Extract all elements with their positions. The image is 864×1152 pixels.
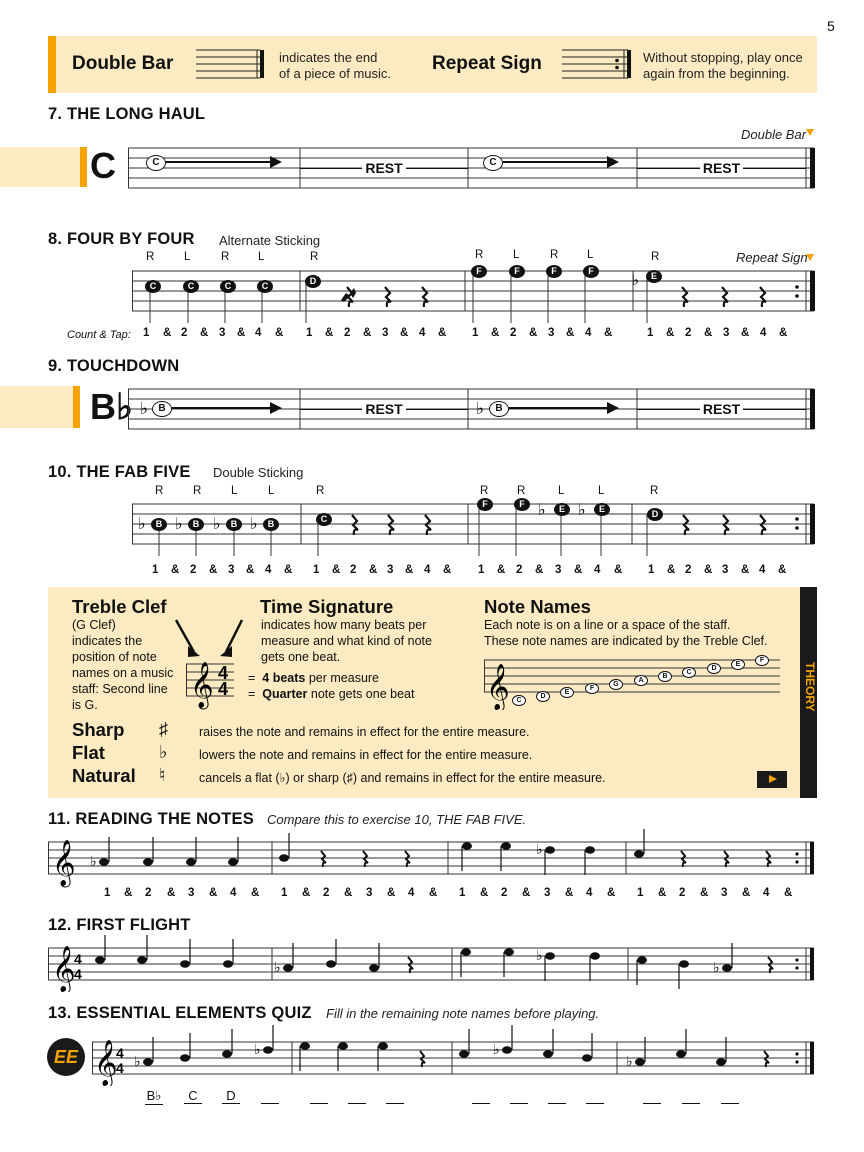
note-f: F	[514, 498, 530, 511]
svg-text:4: 4	[218, 679, 229, 699]
note-b-flat-label: B♭	[90, 386, 133, 427]
blank[interactable]	[510, 1103, 528, 1104]
double-bar-description: indicates the end of a piece of music.	[279, 50, 391, 81]
note-c: C	[145, 280, 161, 293]
sticking-l: L	[258, 251, 265, 263]
note-f: F	[477, 498, 493, 511]
svg-text:♭: ♭	[493, 1041, 500, 1057]
note-c: C	[512, 695, 526, 706]
repeat-sign-symbol	[562, 48, 634, 82]
svg-text:♭: ♭	[90, 853, 97, 869]
note-f: F	[471, 265, 487, 278]
rest-label-1: REST	[300, 160, 468, 176]
svg-text:4: 4	[74, 966, 82, 982]
blank[interactable]	[348, 1103, 366, 1104]
exercise-7-title: 7. THE LONG HAUL	[48, 105, 206, 123]
double-bar-term: Double Bar	[72, 53, 174, 74]
blank[interactable]	[721, 1103, 739, 1104]
sustain-arrow-1	[166, 161, 272, 163]
svg-text:♭: ♭	[134, 1053, 141, 1069]
count-row-11: 1 & 2 & 3 & 4 & 1 & 2 & 3 & 4 & 1 & 2 & 3 & 4 & 1 & 2 & 3 & 4 &	[104, 887, 793, 899]
natural-term: Natural	[72, 765, 136, 786]
note-f: F	[755, 655, 769, 666]
sticking-l: L	[587, 249, 594, 261]
sharp-description: raises the note and remains in effect for the entire measure.	[199, 725, 530, 739]
svg-text:4: 4	[74, 951, 82, 967]
natural-icon: ♮	[159, 765, 166, 785]
note-a: A	[634, 675, 648, 686]
svg-text:♭: ♭	[140, 399, 149, 418]
note-g: G	[609, 679, 623, 690]
treble-clef-time-signature-figure	[172, 616, 248, 714]
staff-exercise-11	[48, 826, 818, 888]
sticking-r: R	[480, 485, 489, 497]
note-e: E	[731, 659, 745, 670]
sticking-l: L	[513, 249, 520, 261]
note-c-clef-label: C	[90, 145, 116, 186]
note-e: E	[560, 687, 574, 698]
arrow-right-icon	[607, 156, 619, 168]
whole-note-b-flat-1: B	[152, 401, 172, 417]
note-e: E	[646, 270, 662, 283]
sticking-r: R	[155, 485, 164, 497]
rest-label-4: REST	[637, 401, 806, 417]
repeat-sign-description: Without stopping, play once again from the beginning.	[643, 50, 803, 81]
note-f: F	[583, 265, 599, 278]
essential-elements-logo: EE	[47, 1038, 85, 1076]
blank[interactable]	[310, 1103, 328, 1104]
blank[interactable]	[682, 1103, 700, 1104]
svg-text:𝄞: 𝄞	[52, 841, 76, 885]
note-name-answer-1: B♭	[146, 1088, 162, 1103]
exercise-13-subtitle: Fill in the remaining note names before playing.	[326, 1006, 600, 1021]
sticking-l: L	[231, 485, 238, 497]
page-number: 5	[827, 18, 835, 34]
exercise-11-subtitle: Compare this to exercise 10, THE FAB FIVE.	[267, 812, 527, 827]
count-label: Count & Tap:	[67, 329, 131, 341]
sticking-r: R	[475, 249, 484, 261]
svg-text:4: 4	[116, 1045, 124, 1061]
svg-text:♭: ♭	[213, 516, 221, 533]
svg-text:♭: ♭	[626, 1053, 633, 1069]
note-b: B	[658, 671, 672, 682]
svg-text:♭: ♭	[476, 399, 485, 418]
note-c: C	[682, 667, 696, 678]
blank[interactable]	[472, 1103, 490, 1104]
note-names-title: Note Names	[484, 596, 591, 617]
sticking-row-10	[0, 485, 820, 499]
note-f: F	[585, 683, 599, 694]
svg-text:𝄞: 𝄞	[190, 663, 214, 707]
repeat-sign-term: Repeat Sign	[432, 53, 542, 74]
note-f: F	[546, 265, 562, 278]
blank[interactable]	[386, 1103, 404, 1104]
play-button[interactable]	[757, 771, 787, 788]
flat-term: Flat	[72, 742, 105, 763]
exercise-13-title: 13. ESSENTIAL ELEMENTS QUIZ	[48, 1004, 312, 1022]
theory-tab-label: THEORY	[803, 662, 817, 712]
arrow-right-icon	[607, 402, 619, 414]
note-b-flat: B	[226, 518, 242, 531]
play-icon	[769, 775, 777, 783]
whole-note-c-1: C	[146, 155, 166, 171]
svg-text:♭: ♭	[536, 947, 543, 963]
rest-label-2: REST	[637, 160, 806, 176]
svg-text:♭: ♭	[274, 959, 281, 975]
exercise-10-title: 10. THE FAB FIVE	[48, 463, 191, 481]
staff-exercise-13	[92, 1024, 818, 1086]
blank[interactable]	[261, 1103, 279, 1104]
sticking-r: R	[651, 251, 660, 263]
exercise-11-title: 11. READING THE NOTES	[48, 810, 254, 828]
svg-text:♭: ♭	[250, 516, 258, 533]
time-eq-2: = Quarter note gets one beat	[248, 687, 415, 701]
natural-description: cancels a flat (♭) or sharp (♯) and remains in effect for the entire measure.	[199, 771, 606, 785]
note-e-flat: E	[594, 503, 610, 516]
note-d: D	[536, 691, 550, 702]
note-e-flat: E	[554, 503, 570, 516]
sticking-r: R	[310, 251, 319, 263]
sticking-l: L	[558, 485, 565, 497]
note-c: C	[183, 280, 199, 293]
note-f: F	[509, 265, 525, 278]
time-eq-1: = 4 beats per measure	[248, 671, 380, 685]
flat-description: lowers the note and remains in effect for the entire measure.	[199, 748, 533, 762]
sustain-arrow-3	[172, 407, 272, 409]
note-b-flat: B	[188, 518, 204, 531]
svg-text:♭: ♭	[138, 516, 146, 533]
svg-text:𝄞: 𝄞	[486, 665, 510, 709]
blank[interactable]	[643, 1103, 661, 1104]
svg-text:𝄞: 𝄞	[52, 947, 76, 991]
exercise-8-title: 8. FOUR BY FOUR	[48, 230, 195, 248]
note-name-answer-2: C	[184, 1088, 202, 1104]
note-b-flat: B	[151, 518, 167, 531]
note-b-flat: B	[263, 518, 279, 531]
note-name-answer-3: D	[222, 1088, 240, 1104]
svg-text:♭: ♭	[538, 502, 546, 519]
svg-text:𝄞: 𝄞	[94, 1041, 118, 1085]
exercise-12-title: 12. FIRST FLIGHT	[48, 916, 191, 934]
arrow-right-icon	[270, 156, 282, 168]
svg-text:4: 4	[116, 1060, 124, 1076]
svg-text:♭: ♭	[175, 516, 183, 533]
arrow-down-icon	[806, 129, 814, 136]
arrow-right-icon	[270, 402, 282, 414]
exercise-10-subtitle: Double Sticking	[213, 465, 304, 480]
whole-note-c-2: C	[483, 155, 503, 171]
repeat-sign-label: Repeat Sign	[736, 250, 808, 265]
sticking-l: L	[184, 251, 191, 263]
sustain-arrow-2	[503, 161, 609, 163]
sticking-l: L	[268, 485, 275, 497]
rest-label-3: REST	[300, 401, 468, 417]
sticking-r: R	[193, 485, 202, 497]
sharp-term: Sharp	[72, 719, 125, 740]
sustain-arrow-4	[509, 407, 609, 409]
blank[interactable]	[586, 1103, 604, 1104]
note-d: D	[707, 663, 721, 674]
flat-icon: ♭	[159, 742, 168, 762]
clef-band	[0, 147, 80, 187]
note-c: C	[220, 280, 236, 293]
note-d: D	[305, 275, 321, 288]
staff-exercise-12	[48, 934, 818, 992]
clef-accent	[80, 147, 87, 187]
clef-band	[0, 386, 73, 428]
svg-text:♭: ♭	[536, 841, 543, 857]
whole-note-b-flat-2: B	[489, 401, 509, 417]
note-names-description: Each note is on a line or a space of the staff. These note names are indicated by the Treble Clef.	[484, 618, 768, 648]
note-c: C	[316, 513, 332, 526]
sticking-r: R	[146, 251, 155, 263]
clef-accent	[73, 386, 80, 428]
band-accent	[48, 36, 56, 93]
sticking-r: R	[550, 249, 559, 261]
exercise-9-title: 9. TOUCHDOWN	[48, 357, 180, 375]
svg-text:4: 4	[218, 663, 229, 683]
count-row-8: 1 & 2 & 3 & 4 & 1 & 2 & 3 & 4 & 1 & 2 & 3 & 4 & 1 & 2 & 3 & 4 &	[143, 327, 788, 339]
treble-clef-title: Treble Clef	[72, 596, 167, 617]
svg-text:♭: ♭	[713, 959, 720, 975]
time-signature-description: indicates how many beats per measure and what kind of note gets one beat.	[261, 618, 432, 664]
sticking-r: R	[650, 485, 659, 497]
double-bar-label: Double Bar	[741, 127, 807, 142]
svg-text:♭: ♭	[632, 272, 640, 289]
double-bar-symbol	[196, 48, 268, 82]
treble-clef-description: (G Clef) indicates the position of note names on a music staff: Second line is G.	[72, 618, 174, 712]
count-row-10: 1 & 2 & 3 & 4 & 1 & 2 & 3 & 4 & 1 & 2 & 3 & 4 & 1 & 2 & 3 & 4 &	[152, 564, 787, 576]
svg-text:♭: ♭	[578, 502, 586, 519]
sticking-r: R	[221, 251, 230, 263]
svg-text:♭: ♭	[254, 1041, 261, 1057]
exercise-8-subtitle: Alternate Sticking	[219, 233, 321, 248]
sticking-r: R	[316, 485, 325, 497]
sticking-r: R	[517, 485, 526, 497]
note-d: D	[647, 508, 663, 521]
sticking-l: L	[598, 485, 605, 497]
note-c: C	[257, 280, 273, 293]
blank[interactable]	[548, 1103, 566, 1104]
sharp-icon: ♯	[159, 719, 168, 739]
time-signature-title: Time Signature	[260, 596, 394, 617]
